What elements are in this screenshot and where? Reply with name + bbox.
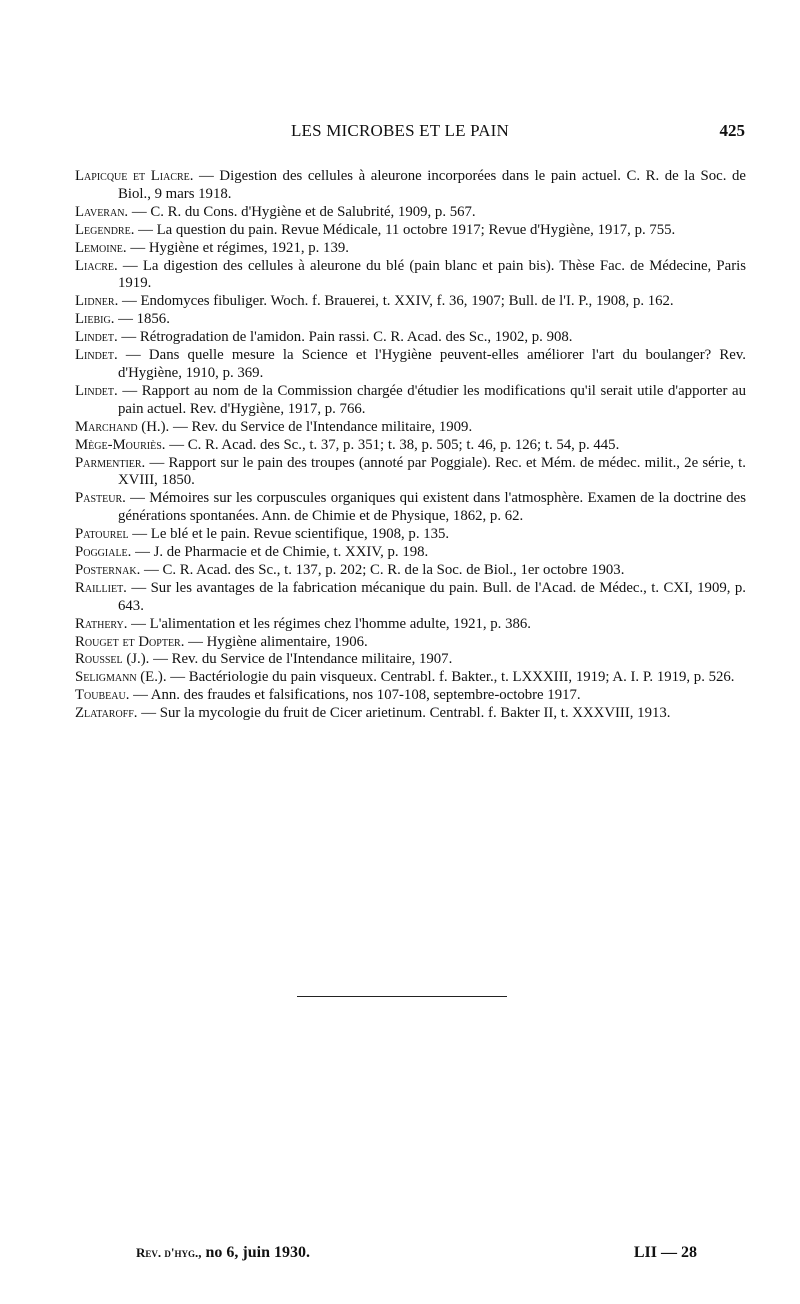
bibliography-entry	[75, 669, 746, 687]
entry-text: — Dans quelle mesure la Science et l'Hygiène peuvent-elles améliorer l'art du boulanger? Rev. d'Hygiène, 1910, p. 369.	[117, 347, 746, 381]
entry-text: — Rev. du Service de l'Intendance militaire, 1907.	[149, 651, 453, 668]
entry-author: Poggiale.	[75, 544, 132, 561]
running-title: LES MICROBES ET LE PAIN	[290, 121, 510, 140]
entry-text: — Sur la mycologie du fruit de Cicer arietinum. Centrabl. f. Bakter II, t. XXXVIII, 1913.	[137, 705, 671, 722]
entry-author: Lindet.	[75, 382, 118, 399]
bibliography-list	[75, 168, 746, 723]
bibliography-entry	[75, 222, 746, 240]
bibliography-entry	[75, 687, 746, 705]
bibliography-entry	[75, 311, 746, 329]
bibliography-entry	[75, 383, 746, 419]
entry-text: — C. R. Acad. des Sc., t. 37, p. 351; t. 38, p. 505; t. 46, p. 126; t. 54, p. 445.	[165, 436, 620, 453]
entry-text: — Endomyces fibuliger. Woch. f. Brauerei, t. XXIV, f. 36, 1907; Bull. de l'I. P., 1908, p. 162.	[118, 293, 674, 310]
entry-text: — 1856.	[114, 311, 170, 328]
section-divider	[297, 996, 507, 997]
bibliography-entry	[75, 616, 746, 634]
bibliography-entry	[75, 293, 746, 311]
entry-author: Legendre.	[75, 221, 135, 238]
footer-citation	[136, 1244, 310, 1262]
bibliography-entry	[75, 634, 746, 652]
footer-issue: no 6, juin 1930.	[201, 1244, 310, 1261]
bibliography-entry	[75, 240, 746, 258]
page-number: 425	[719, 121, 745, 140]
bibliography-entry	[75, 651, 746, 669]
bibliography-entry	[75, 544, 746, 562]
entry-text: — Bactériologie du pain visqueux. Centrabl. f. Bakter., t. LXXXIII, 1919; A. I. P. 1919, p. 526.	[166, 669, 735, 686]
bibliography-entry	[75, 562, 746, 580]
bibliography-entry	[75, 204, 746, 222]
entry-text: — Rapport au nom de la Commission chargée d'étudier les modifications qu'il serait utile d'apporter au pain actuel. Rev. d'Hygiène, 1917, p. 766.	[117, 382, 746, 417]
bibliography-entry	[75, 419, 746, 437]
bibliography-entry	[75, 490, 746, 526]
bibliography-entry	[75, 329, 746, 347]
entry-author: Roussel (J.).	[75, 651, 150, 668]
entry-text: — C. R. du Cons. d'Hygiène et de Salubrité, 1909, p. 567.	[128, 203, 476, 220]
entry-author: Zlataroff.	[75, 705, 138, 722]
entry-text: — C. R. Acad. des Sc., t. 137, p. 202; C. R. de la Soc. de Biol., 1er octobre 1903.	[140, 561, 625, 578]
bibliography-entry	[75, 526, 746, 544]
entry-text: — Digestion des cellules à aleurone incorporées dans le pain actuel. C. R. de la Soc. de Biol., 9 mars 1918.	[118, 168, 746, 202]
entry-author: Parmentier.	[75, 454, 146, 471]
bibliography-entry	[75, 437, 746, 455]
entry-text: — La question du pain. Revue Médicale, 11 octobre 1917; Revue d'Hygiène, 1917, p. 755.	[134, 221, 676, 238]
entry-text: — Ann. des fraudes et falsifications, nos 107-108, septembre-octobre 1917.	[129, 687, 581, 704]
entry-text: — L'alimentation et les régimes chez l'homme adulte, 1921, p. 386.	[127, 615, 531, 632]
entry-text: — Sur les avantages de la fabrication mécanique du pain. Bull. de l'Acad. de Médec., t. CXI, 1909, p. 643.	[118, 579, 746, 614]
entry-author: Liebig.	[75, 311, 115, 328]
entry-author: Marchand (H.).	[75, 418, 170, 435]
bibliography-entry	[75, 347, 746, 383]
entry-author: Seligmann (E.).	[75, 669, 167, 686]
footer-journal: Rev. d'hyg.,	[136, 1245, 202, 1260]
entry-author: Posternak.	[75, 561, 141, 578]
bibliography-entry	[75, 455, 746, 491]
entry-author: Rouget et Dopter.	[75, 633, 185, 650]
footer-volume: LII — 28	[633, 1244, 697, 1261]
entry-author: Toubeau.	[75, 687, 130, 704]
entry-text: — Rapport sur le pain des troupes (annoté par Poggiale). Rec. et Mém. de médec. milit., 2e série, t. XVIII, 1850.	[118, 454, 746, 489]
entry-text: — La digestion des cellules à aleurone du blé (pain blanc et pain bis). Thèse Fac. de Médecine, Paris 1919.	[117, 257, 746, 292]
entry-author: Lidner.	[75, 293, 119, 310]
entry-author: Patourel	[75, 526, 129, 543]
entry-author: Rathery.	[75, 615, 128, 632]
entry-author: Lemoine.	[75, 239, 127, 256]
entry-author: Laveran.	[75, 203, 129, 220]
bibliography-entry	[75, 705, 746, 723]
bibliography-entry	[75, 168, 746, 204]
bibliography-entry	[75, 580, 746, 616]
entry-author: Lindet.	[75, 347, 118, 364]
entry-author: Pasteur.	[75, 490, 126, 507]
entry-author: Mège-Mouriès.	[75, 436, 166, 453]
entry-text: — Hygiène et régimes, 1921, p. 139.	[126, 239, 349, 256]
entry-text: — Le blé et le pain. Revue scientifique, 1908, p. 135.	[128, 526, 450, 543]
entry-text: — Rev. du Service de l'Intendance militaire, 1909.	[169, 418, 473, 435]
entry-text: — Hygiène alimentaire, 1906.	[184, 633, 368, 650]
entry-author: Liacre.	[75, 257, 118, 274]
entry-author: Railliet.	[75, 579, 127, 596]
entry-text: — Rétrogradation de l'amidon. Pain rassi. C. R. Acad. des Sc., 1902, p. 908.	[117, 329, 573, 346]
bibliography-entry	[75, 258, 746, 294]
entry-text: — J. de Pharmacie et de Chimie, t. XXIV, p. 198.	[131, 544, 429, 561]
entry-text: — Mémoires sur les corpuscules organiques qui existent dans l'atmosphère. Examen de la doctrine des générations spontanées. Ann. de Chimie et de Physique, 1862, p. 62.	[118, 490, 746, 525]
entry-author: Lindet.	[75, 329, 118, 346]
entry-author: Lapicque et Liacre.	[75, 168, 194, 184]
